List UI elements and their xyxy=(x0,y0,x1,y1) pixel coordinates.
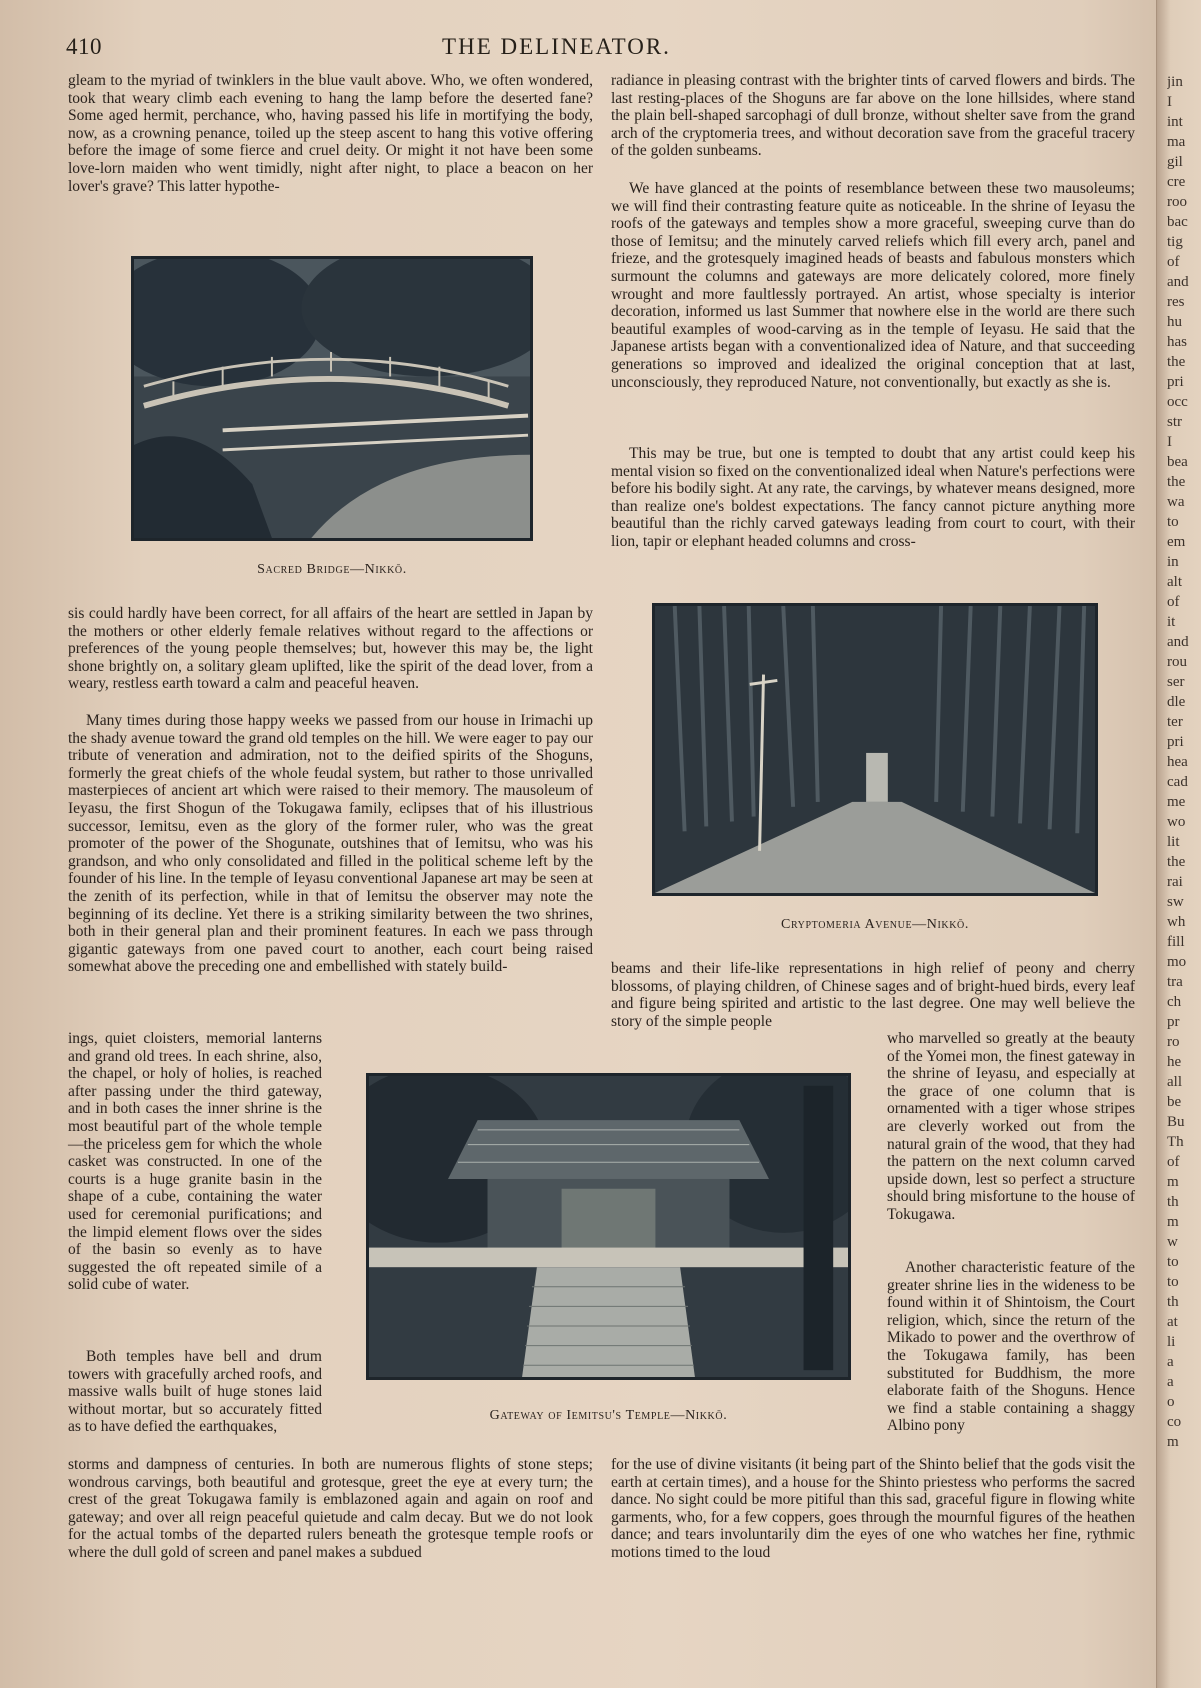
edge-text-fragment: the xyxy=(1167,474,1186,490)
edge-text-fragment: hea xyxy=(1167,754,1188,770)
edge-text-fragment: m xyxy=(1167,1214,1179,1230)
edge-text-fragment: and xyxy=(1167,634,1189,650)
edge-text-fragment: w xyxy=(1167,1234,1178,1250)
edge-text-fragment: tra xyxy=(1167,974,1183,990)
edge-text-fragment: occ xyxy=(1167,394,1188,410)
edge-text-fragment: str xyxy=(1167,414,1182,430)
edge-text-fragment: tig xyxy=(1167,234,1183,250)
article-paragraph: storms and dampness of centuries. In both are numerous flights of stone steps; wondrous carvings, both beautiful and grotesque, greet the eye at every turn; the crest of the great Tokugawa family is emblazoned again and again on roof and gateway; and over all reign peaceful quietude and calm decay. But we do not look for the actual tombs of the departed rulers beneath the grotesque temple roofs or where the dull gold of screen and panel makes a subdued xyxy=(68,1456,593,1561)
edge-text-fragment: hu xyxy=(1167,314,1182,330)
edge-text-fragment: co xyxy=(1167,1414,1182,1430)
article-paragraph: beams and their life-like representations in high relief of peony and cherry blossoms, of playing children, of Chinese sages and of bright-hued birds, every leaf and figure being spirited and artistic to the last degree. One may well believe the story of the simple people xyxy=(611,960,1135,1030)
article-paragraph: ings, quiet cloisters, memorial lanterns and grand old trees. In each shrine, also, the chapel, or holy of holies, is reached after passing under the third gateway, and in both cases the inner shrine is the most beautiful part of the whole temple—the priceless gem for which the whole casket was constructed. In one of the courts is a huge granite basin in the shape of a cube, containing the water used for ceremonial purifications; and the limpid element flows over the sides of the basin so evenly as to have suggested the oft repeated simile of a solid cube of water. xyxy=(68,1030,322,1294)
edge-text-fragment: to xyxy=(1167,1274,1179,1290)
article-paragraph: gleam to the myriad of twinklers in the blue vault above. Who, we often wondered, took that weary climb each evening to hang the lamp before the deserted fane? Some aged hermit, perchance, who, having passed his life in mortifying the body, now, as a crowning penance, toiled up the steep ascent to hang this votive offering before the image of some fierce and cruel deity. Or might it not have been some love-lorn maiden who went timidly, night after night, to place a beacon on her lover's grave? This latter hypothe- xyxy=(68,72,593,195)
edge-text-fragment: cad xyxy=(1167,774,1188,790)
edge-text-fragment: wo xyxy=(1167,814,1186,830)
edge-text-fragment: has xyxy=(1167,334,1187,350)
edge-text-fragment: bea xyxy=(1167,454,1188,470)
edge-text-fragment: rai xyxy=(1167,874,1183,890)
edge-text-fragment: ter xyxy=(1167,714,1183,730)
figure-caption: Sacred Bridge—Nikkō. xyxy=(257,562,407,577)
edge-text-fragment: em xyxy=(1167,534,1186,550)
edge-text-fragment: me xyxy=(1167,794,1186,810)
article-paragraph: Another characteristic feature of the greater shrine lies in the wideness to be found within it of Shintoism, the Court religion, which, since the return of the Mikado to power and the overthrow of the Tokugawa family, has been substituted for Buddhism, the more elaborate faith of the Shoguns. Hence we find a stable containing a shaggy Albino pony xyxy=(887,1259,1135,1435)
article-paragraph: sis could hardly have been correct, for all affairs of the heart are settled in Japan by the mothers or other elderly female relatives without regard to the affections or preferences of the young people themselves; but, however this may be, the light shone brightly on, a solitary gleam uplifted, like the spirit of the dead lover, from a weary, restless earth toward a calm and peaceful heaven. xyxy=(68,605,593,693)
edge-text-fragment: at xyxy=(1167,1314,1178,1330)
edge-text-fragment: m xyxy=(1167,1434,1179,1450)
article-paragraph: This may be true, but one is tempted to doubt that any artist could keep his mental vision so fixed on the conventionalized ideal when Nature's perfections were before his bodily sight. At any rate, the carvings, by whatever means designed, more than realize one's boldest expectations. The fancy cannot picture anything more beautiful than the richly carved gateways leading from court to court, with their lion, tapir or elephant headed columns and cross- xyxy=(611,445,1135,550)
edge-text-fragment: Th xyxy=(1167,1134,1184,1150)
edge-text-fragment: li xyxy=(1167,1334,1176,1350)
avenue-engraving xyxy=(655,606,1095,893)
gateway-engraving xyxy=(369,1076,848,1377)
edge-text-fragment: ch xyxy=(1167,994,1182,1010)
edge-text-fragment: a xyxy=(1167,1354,1174,1370)
edge-text-fragment: I xyxy=(1167,434,1172,450)
running-title: THE DELINEATOR. xyxy=(442,34,671,59)
edge-text-fragment: a xyxy=(1167,1374,1174,1390)
figure-caption: Cryptomeria Avenue—Nikkō. xyxy=(781,917,969,932)
edge-text-fragment: be xyxy=(1167,1094,1182,1110)
edge-text-fragment: roo xyxy=(1167,194,1187,210)
edge-text-fragment: of xyxy=(1167,254,1180,270)
edge-text-fragment: lit xyxy=(1167,834,1180,850)
edge-text-fragment: fill xyxy=(1167,934,1185,950)
edge-text-fragment: sw xyxy=(1167,894,1184,910)
article-paragraph: We have glanced at the points of resemblance between these two mausoleums; we will find their contrasting feature quite as noticeable. In the shrine of Ieyasu the roofs of the gateways and temples show a more graceful, sweeping curve than do those of Iemitsu; and the minutely carved reliefs which fill every arch, panel and frieze, and the grotesquely imagined heads of beasts and fabulous monsters which surmount the columns and gateways are more delicately colored, more finely wrought and more faultlessly portrayed. An artist, whose specialty is interior decoration, informed us last Summer that nowhere else in the world are there such beautiful examples of wood-carving as in the temple of Ieyasu. He said that the Japanese artists began with a conventionalized idea of Nature, and that succeeding generations so improved and idealized the original conception that at last, unconsciously, they reproduced Nature, not conventionally, but exactly as she is. xyxy=(611,180,1135,391)
edge-text-fragment: Bu xyxy=(1167,1114,1185,1130)
edge-text-fragment: pri xyxy=(1167,374,1184,390)
edge-text-fragment: pri xyxy=(1167,734,1184,750)
edge-text-fragment: the xyxy=(1167,854,1186,870)
bridge-engraving xyxy=(134,259,530,538)
edge-text-fragment: jin xyxy=(1167,74,1183,90)
article-paragraph: Both temples have bell and drum towers with gracefully arched roofs, and massive walls built of huge stones laid without mortar, but so accurately fitted as to have defied the earthquakes, xyxy=(68,1348,322,1436)
cryptomeria-avenue-illustration xyxy=(652,603,1098,896)
edge-text-fragment: th xyxy=(1167,1294,1179,1310)
gateway-illustration xyxy=(366,1073,851,1380)
edge-text-fragment: alt xyxy=(1167,574,1182,590)
edge-text-fragment: of xyxy=(1167,594,1180,610)
edge-text-fragment: int xyxy=(1167,114,1183,130)
edge-text-fragment: mo xyxy=(1167,954,1187,970)
edge-text-fragment: and xyxy=(1167,274,1189,290)
edge-text-fragment: m xyxy=(1167,1174,1179,1190)
edge-text-fragment: dle xyxy=(1167,694,1186,710)
edge-text-fragment: to xyxy=(1167,514,1179,530)
page-number: 410 xyxy=(66,34,102,59)
sacred-bridge-illustration xyxy=(131,256,533,541)
edge-text-fragment: res xyxy=(1167,294,1185,310)
edge-text-fragment: the xyxy=(1167,354,1186,370)
edge-text-fragment: wh xyxy=(1167,914,1186,930)
edge-text-fragment: of xyxy=(1167,1154,1180,1170)
edge-text-fragment: gil xyxy=(1167,154,1183,170)
edge-text-fragment: to xyxy=(1167,1254,1179,1270)
adjacent-page-edge xyxy=(1156,0,1201,1688)
edge-text-fragment: ro xyxy=(1167,1034,1180,1050)
edge-text-fragment: ser xyxy=(1167,674,1185,690)
edge-text-fragment: wa xyxy=(1167,494,1185,510)
edge-text-fragment: pr xyxy=(1167,1014,1180,1030)
edge-text-fragment: th xyxy=(1167,1194,1179,1210)
edge-text-fragment: rou xyxy=(1167,654,1187,670)
edge-text-fragment: he xyxy=(1167,1054,1182,1070)
edge-text-fragment: it xyxy=(1167,614,1176,630)
figure-caption: Gateway of Iemitsu's Temple—Nikkō. xyxy=(489,1408,728,1423)
edge-text-fragment: bac xyxy=(1167,214,1188,230)
edge-text-fragment: o xyxy=(1167,1394,1175,1410)
article-paragraph: who marvelled so greatly at the beauty of the Yomei mon, the finest gateway in the shrine of Ieyasu, and especially at the grace of one column that is ornamented with a tiger whose stripes are cleverly worked out from the natural grain of the wood, that they had the pattern on the next column carved upside down, lest so perfect a structure should bring misfortune to the house of Tokugawa. xyxy=(887,1030,1135,1223)
article-paragraph: Many times during those happy weeks we passed from our house in Irimachi up the shady avenue toward the grand old temples on the hill. We were eager to pay our tribute of veneration and admiration, not to the deified spirits of the Shoguns, formerly the great chiefs of the whole feudal system, but rather to those unrivalled masterpieces of ancient art which were raised to their memory. The mausoleum of Ieyasu, the first Shogun of the Tokugawa family, eclipses that of his illustrious successor, Iemitsu, even as the glory of the former ruler, who was the great promoter of the power of the Shogunate, outshines that of Iemitsu, who was his grandson, and who only consolidated and filled in the political scheme left by the founder of his line. In the temple of Ieyasu conventional Japanese art may be seen at the zenith of its perfection, while in that of Iemitsu the observer may note the beginning of its decline. Yet there is a striking similarity between the two shrines, both in their general plan and their prominent features. In each we pass through gigantic gateways from one paved court to another, each court being raised somewhat above the preceding one and embellished with stately build- xyxy=(68,712,593,976)
edge-text-fragment: I xyxy=(1167,94,1172,110)
edge-text-fragment: in xyxy=(1167,554,1179,570)
edge-text-fragment: all xyxy=(1167,1074,1182,1090)
edge-text-fragment: cre xyxy=(1167,174,1186,190)
article-paragraph: radiance in pleasing contrast with the brighter tints of carved flowers and birds. The last resting-places of the Shoguns are far above on the lone hillsides, where stand the plain bell-shaped sarcophagi of dull bronze, without shelter save from the grand arch of the cryptomeria trees, and without decoration save from the graceful tracery of the golden sunbeams. xyxy=(611,72,1135,160)
article-paragraph: for the use of divine visitants (it being part of the Shinto belief that the gods visit the earth at certain times), and a house for the Shinto priestess who performs the sacred dance. No sight could be more pitiful than this sad, graceful figure in flowing white garments, who, for a few coppers, goes through the mournful figures of the heathen dance; and tears involuntarily dim the eyes of one who watches her fine, rythmic motions timed to the loud xyxy=(611,1456,1135,1561)
edge-text-fragment: ma xyxy=(1167,134,1186,150)
